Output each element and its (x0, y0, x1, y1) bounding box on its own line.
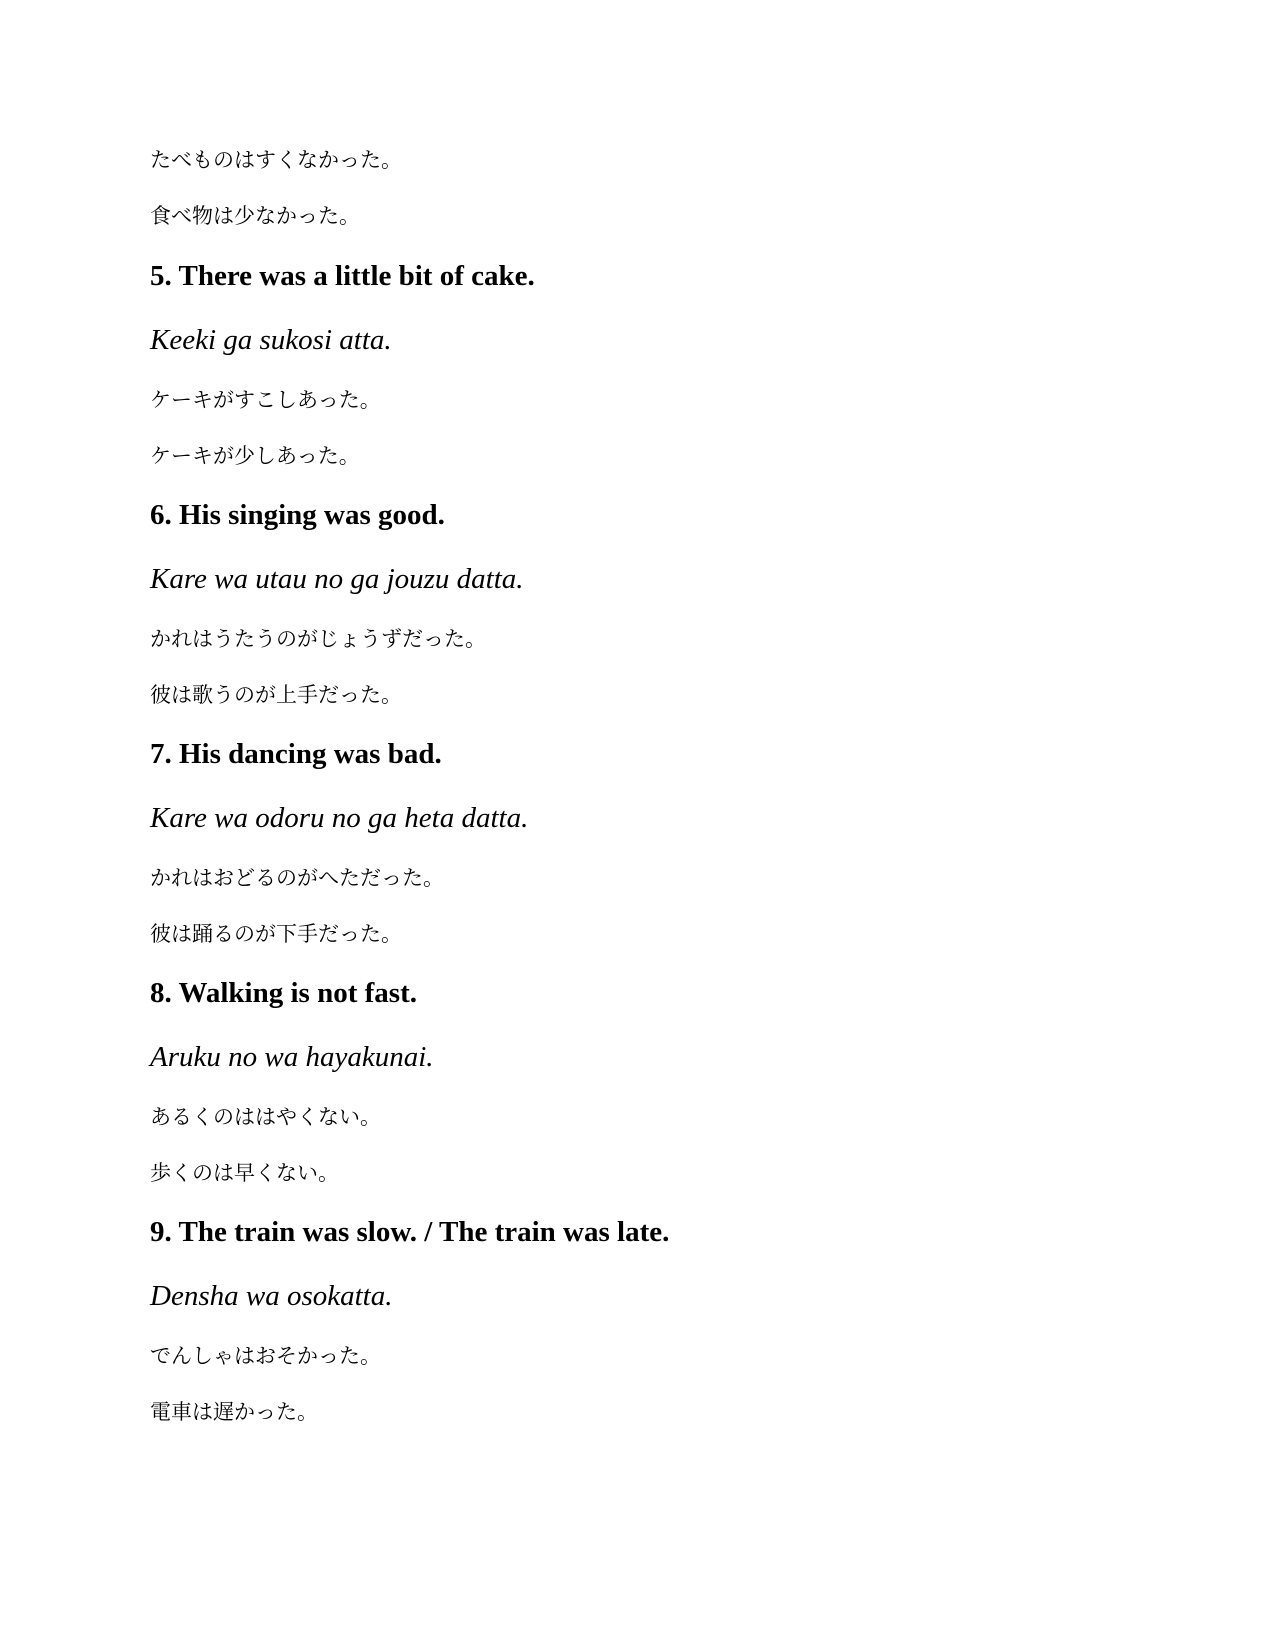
intro-kana-line: たべものはすくなかった。 (150, 148, 402, 172)
entry-8-heading: 8. Walking is not fast. (150, 977, 417, 1009)
entry-9-kanji: 電車は遅かった。 (150, 1400, 318, 1424)
intro-kanji-line: 食べ物は少なかった。 (150, 204, 360, 228)
entry-7-romaji: Kare wa odoru no ga heta datta. (150, 802, 529, 834)
entry-9-romaji: Densha wa osokatta. (150, 1280, 393, 1312)
entry-7-kana: かれはおどるのがへただった。 (150, 866, 444, 890)
entry-6-heading: 6. His singing was good. (150, 499, 445, 531)
entry-7-kanji: 彼は踊るのが下手だった。 (150, 922, 402, 946)
entry-5-kana: ケーキがすこしあった。 (150, 388, 381, 412)
entry-9-kana: でんしゃはおそかった。 (150, 1344, 381, 1368)
entry-7-heading: 7. His dancing was bad. (150, 738, 442, 770)
entry-6-kanji: 彼は歌うのが上手だった。 (150, 683, 402, 707)
entry-6-romaji: Kare wa utau no ga jouzu datta. (150, 563, 524, 595)
entry-6-kana: かれはうたうのがじょうずだった。 (150, 627, 486, 651)
entry-5-heading: 5. There was a little bit of cake. (150, 260, 535, 292)
entry-5-kanji: ケーキが少しあった。 (150, 444, 360, 468)
entry-8-romaji: Aruku no wa hayakunai. (150, 1041, 434, 1073)
entry-8-kana: あるくのははやくない。 (150, 1105, 381, 1129)
entry-9-heading: 9. The train was slow. / The train was late. (150, 1216, 670, 1248)
entry-5-romaji: Keeki ga sukosi atta. (150, 324, 392, 356)
entry-8-kanji: 歩くのは早くない。 (150, 1161, 339, 1185)
